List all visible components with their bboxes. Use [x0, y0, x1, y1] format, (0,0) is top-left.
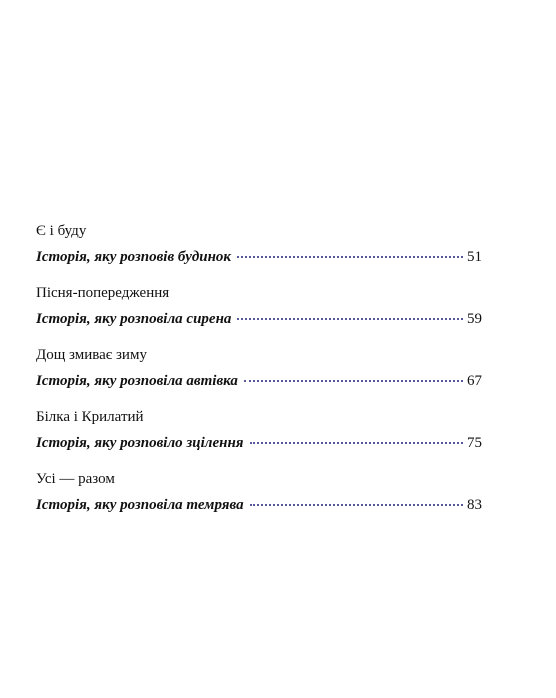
toc-entry-line — [36, 495, 482, 515]
toc-entry — [36, 470, 482, 532]
toc-entry-subtitle: Історія, яку розповіла автівка — [36, 373, 238, 389]
dot-leader — [250, 441, 463, 444]
toc-entry-page-number: 51 — [467, 249, 482, 265]
toc-entry-page-number: 59 — [467, 311, 482, 327]
toc-entry — [36, 408, 482, 470]
toc-entry-subtitle: Історія, яку розповів будинок — [36, 249, 232, 265]
toc-entry-line — [36, 247, 482, 267]
toc-entry-line — [36, 433, 482, 453]
dot-leader — [237, 317, 463, 320]
toc-entry-line — [36, 371, 482, 391]
toc-entry — [36, 222, 482, 284]
toc-entry-subtitle: Історія, яку розповіла темрява — [36, 497, 244, 513]
toc-entry-page-number: 75 — [467, 435, 482, 451]
toc-entry-title: Пісня-попередження — [36, 285, 170, 301]
toc-entry-title: Усі — разом — [36, 471, 115, 487]
toc-entry-line — [36, 309, 482, 329]
toc-entry — [36, 284, 482, 346]
toc-entry-subtitle: Історія, яку розповіла сирена — [36, 311, 232, 327]
toc-entry-title: Дощ змиває зиму — [36, 347, 147, 363]
toc-entry-title: Білка і Крилатий — [36, 409, 144, 425]
toc-entry-title: Є і буду — [36, 223, 87, 239]
table-of-contents — [36, 222, 482, 532]
toc-entry — [36, 346, 482, 408]
toc-entry-page-number: 83 — [467, 497, 482, 513]
dot-leader — [250, 503, 463, 506]
dot-leader — [237, 255, 463, 258]
dot-leader — [244, 379, 463, 382]
toc-entry-subtitle: Історія, яку розповіло зцілення — [36, 435, 244, 451]
toc-entry-page-number: 67 — [467, 373, 482, 389]
